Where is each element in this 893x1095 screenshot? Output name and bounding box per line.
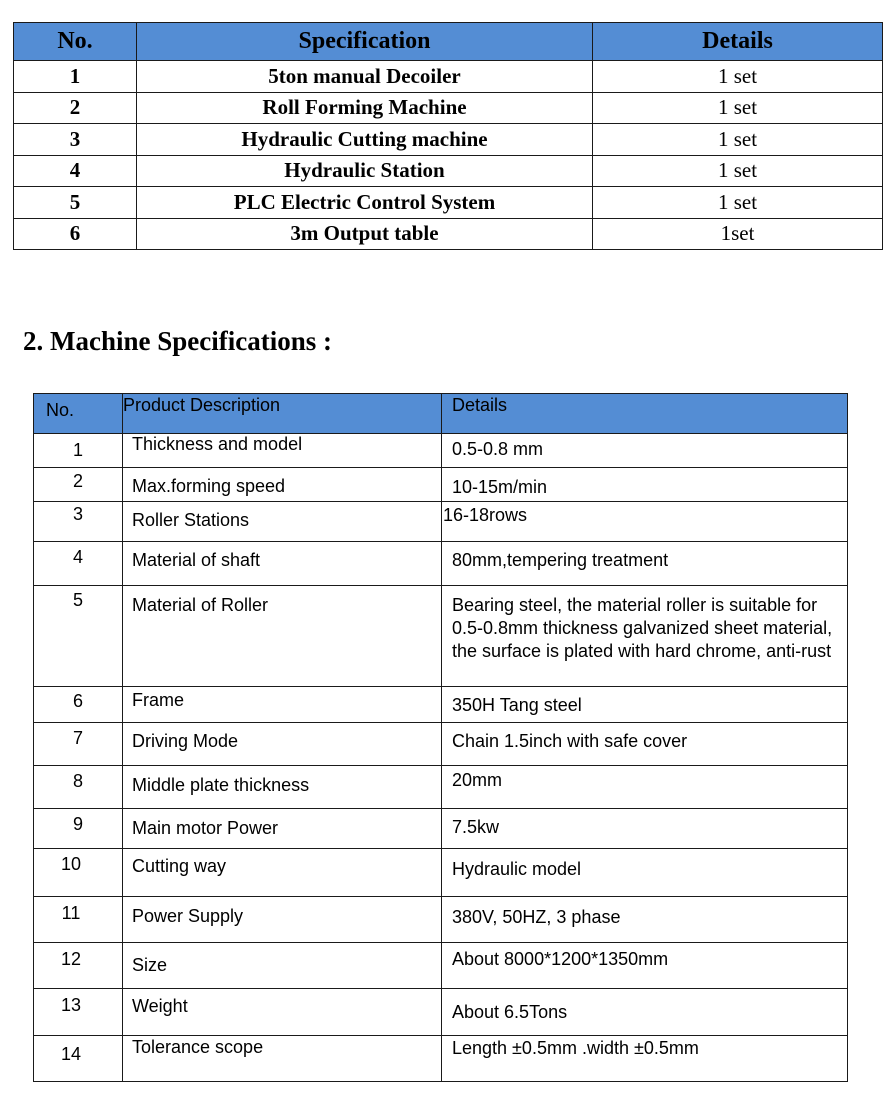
cell-details: Bearing steel, the material roller is suitable for 0.5-0.8mm thickness galvanized sheet material, the surface is plated with hard chrome, anti-rust [442,586,848,687]
cell-no: 12 [34,943,123,989]
cell-description: Power Supply [123,897,442,943]
cell-no: 6 [34,687,123,723]
cell-details: 1 set [593,92,883,124]
equipment-list-table [13,22,883,250]
cell-description: Weight [123,989,442,1036]
cell-specification: 5ton manual Decoiler [137,61,593,93]
cell-details: 16-18rows [442,502,848,542]
table-row [14,218,883,250]
cell-description: Tolerance scope [123,1036,442,1082]
cell-no: 13 [34,989,123,1036]
cell-no: 10 [34,849,123,897]
cell-details: 80mm,tempering treatment [442,542,848,586]
cell-description: Material of shaft [123,542,442,586]
cell-description: Thickness and model [123,434,442,468]
cell-details: 10-15m/min [442,468,848,502]
table-row [34,943,848,989]
table-row [34,766,848,809]
cell-no: 5 [14,187,137,219]
table-row [34,586,848,687]
section-heading: 2. Machine Specifications : [23,326,332,356]
cell-details: Length ±0.5mm .width ±0.5mm [442,1036,848,1082]
cell-details: 1 set [593,124,883,156]
table-row [34,1036,848,1082]
cell-specification: 3m Output table [137,218,593,250]
cell-details: 1 set [593,61,883,93]
cell-no: 4 [14,155,137,187]
header-specification: Specification [137,23,593,61]
cell-no: 1 [34,434,123,468]
cell-details: 20mm [442,766,848,809]
cell-no: 11 [34,897,123,943]
cell-description: Size [123,943,442,989]
table-row [34,897,848,943]
header-no: No. [14,23,137,61]
cell-specification: PLC Electric Control System [137,187,593,219]
cell-details: Hydraulic model [442,849,848,897]
table-header-row [14,23,883,61]
cell-no: 14 [34,1036,123,1082]
cell-details: Chain 1.5inch with safe cover [442,723,848,766]
cell-specification: Roll Forming Machine [137,92,593,124]
table-row [14,92,883,124]
cell-description: Roller Stations [123,502,442,542]
header-no: No. [34,394,123,434]
cell-details: 1set [593,218,883,250]
cell-no: 3 [34,502,123,542]
table-row [34,989,848,1036]
cell-description: Max.forming speed [123,468,442,502]
table-row [14,61,883,93]
cell-details: 380V, 50HZ, 3 phase [442,897,848,943]
cell-description: Main motor Power [123,809,442,849]
cell-description: Material of Roller [123,586,442,687]
header-description: Product Description [123,394,442,434]
cell-description: Driving Mode [123,723,442,766]
header-details: Details [442,394,848,434]
table-header-row [34,394,848,434]
cell-no: 3 [14,124,137,156]
cell-description: Middle plate thickness [123,766,442,809]
cell-no: 8 [34,766,123,809]
table-row [34,687,848,723]
table-row [34,434,848,468]
cell-details: 1 set [593,155,883,187]
cell-no: 2 [34,468,123,502]
header-details: Details [593,23,883,61]
cell-details: About 6.5Tons [442,989,848,1036]
cell-specification: Hydraulic Cutting machine [137,124,593,156]
table-row [34,502,848,542]
cell-no: 1 [14,61,137,93]
cell-no: 5 [34,586,123,687]
cell-no: 2 [14,92,137,124]
cell-no: 6 [14,218,137,250]
table-row [34,849,848,897]
cell-details: 350H Tang steel [442,687,848,723]
cell-details: About 8000*1200*1350mm [442,943,848,989]
table-row [34,542,848,586]
table-row [34,723,848,766]
cell-no: 7 [34,723,123,766]
cell-description: Cutting way [123,849,442,897]
cell-no: 9 [34,809,123,849]
table-row [34,809,848,849]
table-row [14,187,883,219]
cell-details: 0.5-0.8 mm [442,434,848,468]
cell-no: 4 [34,542,123,586]
cell-details: 1 set [593,187,883,219]
machine-spec-table [33,393,848,1082]
cell-description: Frame [123,687,442,723]
cell-specification: Hydraulic Station [137,155,593,187]
table-row [14,155,883,187]
cell-details: 7.5kw [442,809,848,849]
table-row [14,124,883,156]
table-row [34,468,848,502]
